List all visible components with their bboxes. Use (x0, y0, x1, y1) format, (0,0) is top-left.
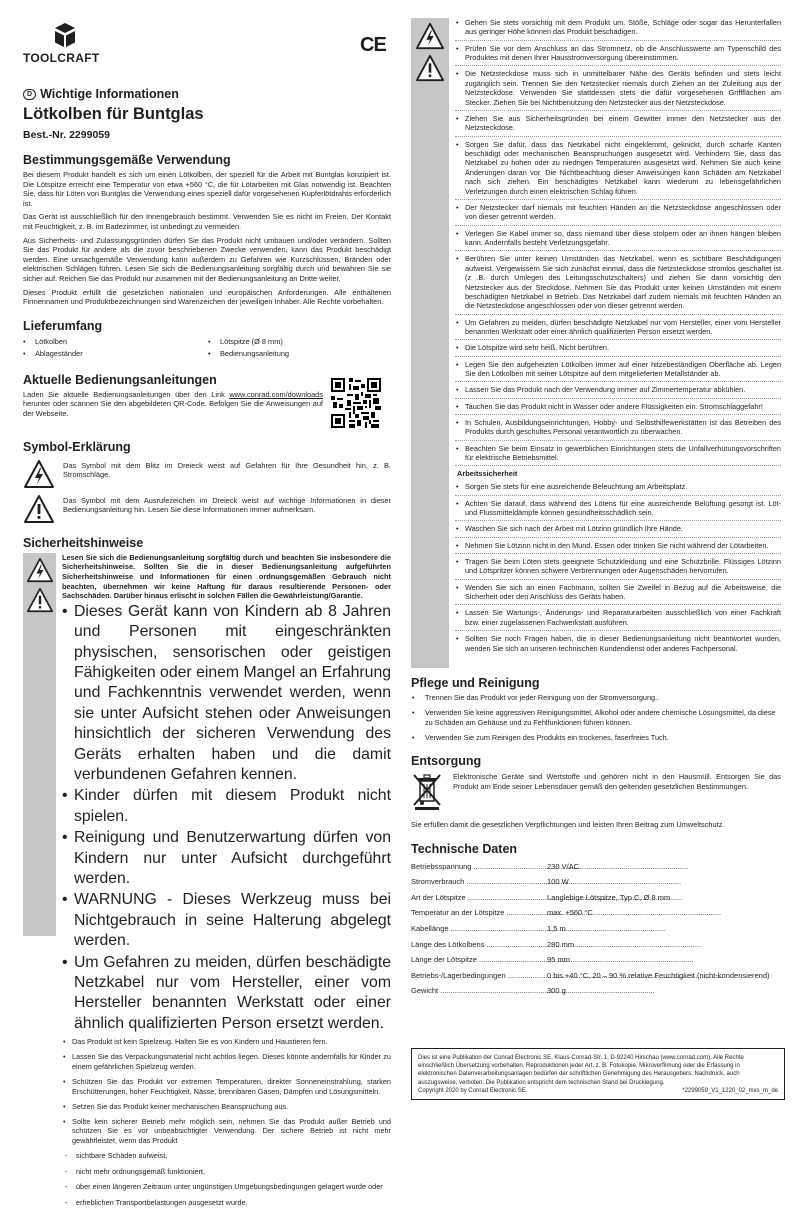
section-heading: Sicherheitshinweise (23, 535, 144, 550)
table-row: Temperatur an der Lötspitze ..... max. +560 °C (411, 905, 781, 921)
section-heading: Symbol-Erklärung (23, 439, 131, 454)
scope-list (23, 336, 391, 361)
ce-mark: CE (360, 34, 386, 56)
work-safety-list (455, 482, 781, 655)
list-item: • Kinder dürfen mit diesem Produkt nicht spielen. (62, 786, 391, 827)
list-item: - erheblichen Transportbelastungen ausgesetzt wurde. (62, 1198, 391, 1207)
symbol-row (23, 494, 391, 524)
list-item: • Lassen Sie das Produkt nach der Verwendung immer auf Zimmertemperatur abkühlen. (455, 385, 781, 398)
list-item: • Tragen Sie beim Löten stets geeignete Schutzkleidung und eine Schutzbrille. Flüssiges Lötzinn und Lötspritzer können schwere Verbrennungen oder Augenschäden hervorrufen. (455, 557, 781, 580)
table-row: Betriebsspannung ..... 230 V/AC (411, 859, 781, 875)
paragraph: Dieses Produkt erfüllt die gesetzlichen nationalen und europäischen Anforderungen. Alle enthaltenen Firmennamen und Produktbezeichnungen sind Warenzeichen der jeweiligen Inhaber. Alle Rechte vorbehalten. (23, 287, 391, 307)
brand-logo (23, 22, 103, 65)
list-item: • Gehen Sie stets vorsichtig mit dem Produkt um. Stöße, Schläge oder sogar das Herunterfallen aus geringer Höhe können das Produkt beschädigen. (455, 18, 781, 41)
table-row: Gewicht ..... 300 g (411, 983, 781, 999)
table-row: Kabellänge ..... 1,5 m (411, 921, 781, 937)
exclamation-warning-icon (23, 494, 55, 524)
document-code: *2299059_V1_1220_02_mxs_m_de (682, 1087, 778, 1094)
table-row: Länge des Lötkolbens ..... 280 mm (411, 937, 781, 953)
right-column (411, 18, 781, 999)
spec-table (411, 859, 781, 999)
list-item: • Verwenden Sie zum Reinigen des Produkts ein trockenes, faserfreies Tuch. (411, 733, 781, 743)
list-item: • Ziehen Sie aus Sicherheitsgründen bei einem Gewitter immer den Netzstecker aus der Netzsteckdose. (455, 114, 781, 137)
list-item: • Sorgen Sie dafür, dass das Netzkabel nicht eingeklemmt, geknickt, durch scharfe Kanten beschädigt oder mechanischen Beanspruchungen ausgesetzt wird. Verhindern Sie, dass das Netzkabel zu hohen oder zu niedrigen Temperaturen ausgesetzt wird. Nehmen Sie auch keine Änderungen daran vor. Die Nichtbeachtung dieser Anweisungen kann Schäden am Netzkabel nach sich ziehen. Ein beschädigtes Netzkabel kann wiederum zu lebensgefährlichen Verletzungen durch einen elektrischen Schlag führen. (455, 140, 781, 200)
list-item: • Ablageständer (23, 349, 83, 359)
paragraph: Bei diesem Produkt handelt es sich um einen Lötkolben, der speziell für die Arbeit mit Buntglas konzipiert ist. Die Lötspitze erreicht eine Temperatur von etwa +560 °C, die für Lötarbeiten mit Glas notwendig ist. Beachten Sie, dass für Löten von Buntglas die Verwendung eines speziell dafür vorgesehenen Kupferlötdrahts erforderlich ist. (23, 170, 391, 208)
safety-content (62, 553, 391, 1213)
section-heading: Entsorgung (411, 754, 482, 768)
list-item: • Dieses Gerät kann von Kindern ab 8 Jahren und Personen mit eingeschränkten physischen, sensorischen oder geistigen Fähigkeiten oder einem Mangel an Erfahrung und Fachkenntnis verwendet werden, wenn sie unter Aufsicht stehen oder Anweisungen hinsichtlich der sicheren Verwendung des Geräts erhalten haben und die damit verbundenen Gefahren kennen. (62, 602, 391, 786)
list-item: • Sollte kein sicherer Betrieb mehr möglich sein, nehmen Sie das Produkt außer Betrieb und schützen Sie es vor unbeabsichtigter Verwendung. Der sichere Betrieb ist nicht mehr gewährleistet, wenn das Produkt (62, 1117, 391, 1146)
section-heading: Lieferumfang (23, 318, 103, 333)
list-item: • Setzen Sie das Produkt keiner mechanischen Beanspruchung aus. (62, 1102, 391, 1112)
list-item: • Reinigung und Benutzerwartung dürfen von Kindern nur unter Aufsicht durchgeführt werden. (62, 828, 391, 889)
paragraph: Laden Sie aktuelle Bedienungsanleitungen über den Link www.conrad.com/downloads herunter oder scannen Sie den abgebildeten QR-Code. Befolgen Sie die Anweisungen auf der Webseite. (23, 389, 323, 418)
imprint-footer-row (418, 1087, 778, 1095)
list-item: - sichtbare Schäden aufweist, (62, 1151, 391, 1160)
list-item: • Sorgen Sie stets für eine ausreichende Beleuchtung am Arbeitsplatz. (455, 482, 781, 495)
list-item: • Trennen Sie das Produkt vor jeder Reinigung von der Stromversorgung.. (411, 693, 781, 703)
lightning-warning-icon (415, 22, 445, 50)
symbol-row (23, 459, 391, 489)
info-header (23, 87, 391, 101)
list-item: • Prüfen Sie vor dem Anschluss an das Stromnetz, ob die Anschlusswerte am Typenschild des Produktes mit denen Ihrer Hausstromversorgung übereinstimmen. (455, 44, 781, 67)
warning-sidebar (411, 18, 449, 668)
download-link[interactable]: www.conrad.com/downloads (229, 389, 323, 399)
order-number: Best.-Nr. 2299059 (23, 129, 110, 141)
list-item: • Um Gefahren zu meiden, dürfen beschädigte Netzkabel nur vom Hersteller, einer vom Hersteller benannten Werkstatt oder einer ähnlich qualifizierten Person ersetzt werden. (62, 953, 391, 1035)
exclamation-warning-icon (415, 54, 445, 82)
care-list (411, 693, 781, 742)
safety-list (62, 1037, 391, 1145)
paragraph: Aus Sicherheits- und Zulassungsgründen dürfen Sie das Produkt nicht umbauen und/oder verändern. Sollten Sie das Produkt für andere als die zuvor beschriebenen Zwecke verwenden, kann das Produkt beschädigt werden. Eine unsachgemäße Verwendung kann außerdem zu Gefahren wie Kurzschlüssen, Bränden oder elektrischen Schlägen führen. Lesen Sie sich die Bedienungsanleitung sorgfältig durch und bewahren Sie sie sicher auf. Reichen Sie das Produkt nur zusammen mit der Bedienungsanleitung an Dritte weiter. (23, 235, 391, 283)
list-item: • Legen Sie den aufgeheizten Lötkolben immer auf einer hitzebeständigen Oberfläche ab. Legen Sie den Lötkolben mit seiner Lötspitze auf dem mitgelieferten Metallständer ab. (455, 360, 781, 383)
crossed-bin-icon (411, 772, 443, 810)
language-badge: D (23, 89, 36, 100)
section-heading: Technische Daten (411, 841, 518, 856)
table-row: Länge der Lötspitze ..... 95 mm (411, 952, 781, 968)
list-item: • Waschen Sie sich nach der Arbeit mit Lötzinn gründlich Ihre Hände. (455, 524, 781, 537)
list-item: • Wenden Sie sich an einen Fachmann, sollten Sie Zweifel in Bezug auf die Arbeitsweise, die Sicherheit oder den Anschluss des Geräts haben. (455, 583, 781, 606)
list-item: • Lassen Sie das Verpackungsmaterial nicht achtlos liegen. Dieses könnte andernfalls für Kinder zu einem gefährlichen Spielzeug werden. (62, 1052, 391, 1071)
list-item: • Tauchen Sie das Produkt nicht in Wasser oder andere Flüssigkeiten ein. Stromschlaggefahr! (455, 402, 781, 415)
page-title: Lötkolben für Buntglas (23, 105, 204, 123)
qr-code-icon[interactable] (331, 378, 381, 428)
list-item: • Nehmen Sie Lötzinn nicht in den Mund. Essen oder trinken Sie nicht während der Lötarbeiten. (455, 541, 781, 554)
subheading: Arbeitssicherheit (457, 469, 518, 479)
section-heading: Pflege und Reinigung (411, 676, 540, 690)
warning-sidebar (23, 553, 56, 936)
list-item: • Die Lötspitze wird sehr heiß. Nicht berühren. (455, 343, 781, 356)
safety-continued (411, 18, 781, 668)
list-item: • Sollten Sie noch Fragen haben, die in dieser Bedienungsanleitung nicht beantwortet wurden, wenden Sie sich an unseren technischen Kundendienst oder anderes Fachpersonal. (455, 634, 781, 656)
list-item: • Bedienungsanleitung (208, 349, 290, 359)
list-item: - nicht mehr ordnungsgemäß funktioniert, (62, 1167, 391, 1176)
list-item: • Der Netzstecker darf niemals mit feuchten Händen an die Netzsteckdose angeschlossen oder von dieser getrennt werden. (455, 203, 781, 226)
safety-list (455, 18, 781, 466)
list-item: • Um Gefahren zu meiden, dürfen beschädigte Netzkabel nur vom Hersteller, einer vom Hersteller benannten Werkstatt oder einer ähnlich qualifizierten Person ersetzt werden. (455, 318, 781, 341)
large-safety-list (62, 602, 391, 1035)
list-item: • Verlegen Sie Kabel immer so, dass niemand über diese stolpern oder an ihnen hängen bleiben kann. Andernfalls besteht Verletzungsgefahr. (455, 229, 781, 252)
list-item: • Lötspitze (Ø 8 mm) (208, 336, 283, 346)
disposal-text: Sie erfüllen damit die gesetzlichen Verpflichtungen und leisten Ihren Beitrag zum Umweltschutz. (411, 820, 725, 829)
brand-name: TOOLCRAFT (23, 51, 100, 65)
download-row (23, 390, 391, 428)
list-item: - über einen längeren Zeitraum unter ungünstigen Umgebungsbedingungen gelagert wurde oder (62, 1182, 391, 1191)
exclamation-warning-icon (26, 587, 54, 613)
disposal-row (411, 772, 781, 810)
list-item: • Achten Sie darauf, dass während des Lötens für eine ausreichende Belüftung gesorgt ist. Löt- und Flussmitteldämpfe können gesundheitsschädlich sein. (455, 499, 781, 522)
list-item: • Berühren Sie unter keinen Umständen das Netzkabel, wenn es sichtbare Beschädigungen aufweist. Vergewissern Sie sich zunächst einmal, dass die Netzsteckdose stromlos geschaltet ist (z .B. durch Umlegen des Leitungsschutzschalters) und ziehen Sie dann vorsichtig den Netzstecker aus der Steckdose. Nehmen Sie das Produkt unter keinen Umständen mit einem beschädigten Netzkabel in Betrieb. Das Netzkabel darf zudem niemals mit feuchten Händen an die Netzsteckdose angeschlossen oder von dieser getrennt werden. (455, 254, 781, 314)
safety-content (455, 18, 781, 668)
paragraph: Das Gerät ist ausschließlich für den Innengebrauch bestimmt. Verwenden Sie es nicht im Freien. Der Kontakt mit Feuchtigkeit, z. B. im Badezimmer, ist unbedingt zu vermeiden. (23, 212, 391, 231)
lightning-warning-icon (26, 557, 54, 583)
symbol-text: Das Symbol mit dem Blitz im Dreieck weist auf Gefahren für Ihre Gesundheit hin, z. B. Stromschläge. (63, 460, 391, 480)
lightning-warning-icon (23, 459, 55, 489)
symbol-text: Das Symbol mit dem Ausrufezeichen im Dreieck weist auf wichtige Informationen in dieser Bedienungsanleitung hin. Lesen Sie diese Informationen immer aufmerksam. (63, 495, 391, 515)
left-column (23, 22, 391, 1213)
list-item: • Schützen Sie das Produkt vor extremen Temperaturen, direkter Sonneneinstrahlung, starken Erschütterungen, hoher Feuchtigkeit, Nässe, brennbaren Gasen, Dämpfen und Lösungsmitteln. (62, 1077, 391, 1096)
imprint-text: Dies ist eine Publikation der Conrad Electronic SE, Klaus-Conrad-Str. 1, D-92240 Hirschau (www.conrad.com). Alle Rechte einschließlich Übersetzung vorbehalten. Reproduktionen jeder Art, z. B. Fotokopie, Mikroverfilmung oder die Erfassung in elektronischen Datenverarbeitungsanlagen bedürfen der schriftlichen Genehmigung des Herausgebers. Nachdruck, auch auszugsweise, verboten. Die Publikation entspricht dem technischen Stand bei Drucklegung. (418, 1055, 744, 1086)
table-row: Art der Lötspitze ..... Langlebige Lötspitze, Typ C, Ø 8 mm (411, 890, 781, 906)
safety-note: Lesen Sie sich die Bedienungsanleitung sorgfältig durch und beachten Sie insbesondere die Sicherheitshinweise. Sollten Sie die in dieser Bedienungsanleitung aufgeführten Sicherheitshinweise und Informationen für einen ordnungsgemäßen Gebrauch nicht beachten, übernehmen wir keine Haftung für daraus resultierende Personen- oder Sachschäden. Darüber hinaus erlischt in solchen Fällen die Gewährleistung/Garantie. (62, 552, 391, 601)
table-row: Betriebs-/Lagerbedingungen ..... 0 bis +40 °C, 20 – 90 % relative Feuchtigkeit (nicht-kondensierend) (411, 968, 781, 984)
imprint-box (411, 1048, 785, 1100)
condition-list (62, 1151, 391, 1207)
list-item: • Lassen Sie Wartungs-, Änderungs- und Reparaturarbeiten ausschließlich von einer Fachkraft bzw. einer zugelassenen Fachwerkstatt ausführen. (455, 608, 781, 631)
list-item: • Das Produkt ist kein Spielzeug. Halten Sie es von Kindern und Haustieren fern. (62, 1037, 391, 1047)
section-heading: Bestimmungsgemäße Verwendung (23, 153, 231, 167)
safety-block (23, 553, 391, 1213)
list-item: • Die Netzsteckdose muss sich in unmittelbarer Nähe des Geräts befinden und stets leicht zugänglich sein. Trennen Sie den Netzstecker niemals durch Ziehen an der Zuleitung aus der Netzsteckdose. Verwenden Sie stattdessen stets die dafür vorgesehenen Griffflächen am Stecker. Ziehen Sie bei Nichtbenutzung den Netzstecker aus der Netzsteckdose. (455, 69, 781, 111)
info-label: Wichtige Informationen (40, 87, 179, 101)
list-item: • Verwenden Sie keine aggressiven Reinigungsmittel, Alkohol oder andere chemische Lösungsmittel, da diese zu Schäden am Gehäuse und zu Fehlfunktionen führen können. (411, 708, 781, 727)
list-item: • WARNUNG - Dieses Werkzeug muss bei Nichtgebrauch in seine Halterung abgelegt werden. (62, 890, 391, 951)
list-item: • Beachten Sie beim Einsatz in gewerblichen Einrichtungen stets die Unfallverhütungsvorschriften für elektrische Betriebsmittel. (455, 444, 781, 467)
copyright: Copyright 2020 by Conrad Electronic SE. (418, 1087, 528, 1094)
table-row: Stromverbrauch ..... 100 W (411, 874, 781, 890)
section-heading: Aktuelle Bedienungsanleitungen (23, 372, 217, 387)
list-item: • In Schulen, Ausbildungseinrichtungen, Hobby- und Selbsthilfewerkstätten ist das Betreiben des Produkts durch geschultes Personal verantwortlich zu überwachen. (455, 418, 781, 441)
disposal-text: Elektronische Geräte sind Wertstoffe und gehören nicht in den Hausmüll. Entsorgen Sie das Produkt am Ende seiner Lebensdauer gemäß den geltenden gesetzlichen Bestimmungen. (453, 772, 781, 791)
toolcraft-logo-icon (53, 22, 77, 48)
list-item: • Lötkolben (23, 336, 68, 346)
